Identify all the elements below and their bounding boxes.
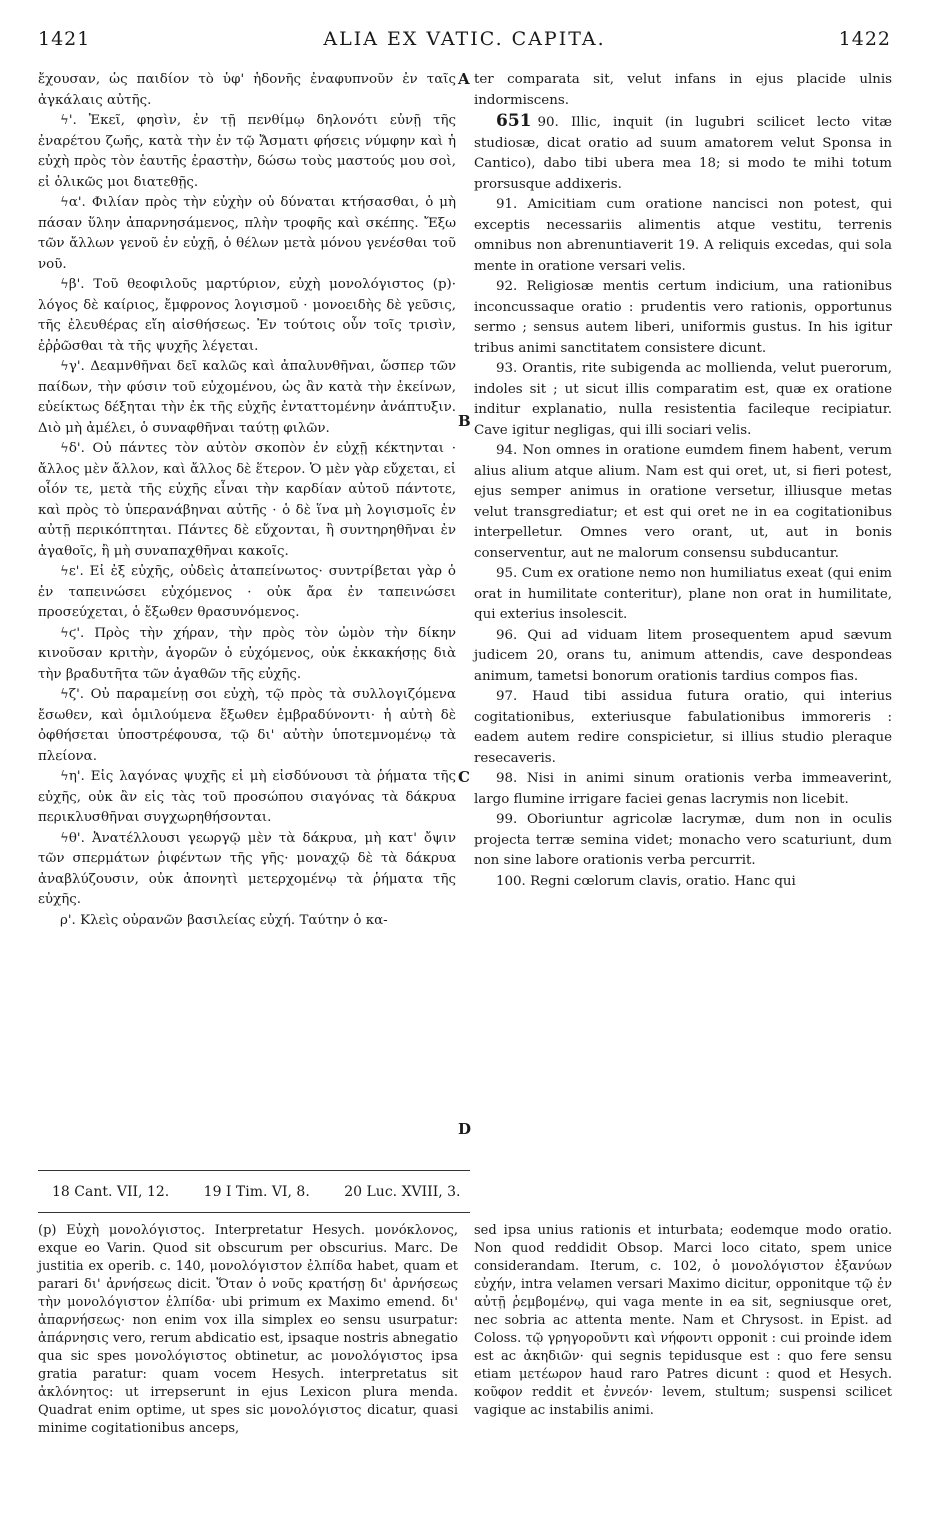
column-number: 651 [496, 111, 532, 131]
latin-paragraph: ter comparata sit, velut infans in ejus placide ulnis indormiscens. [474, 72, 892, 108]
latin-paragraph: 98. Nisi in animi sinum orationis verba immeaverint, largo flumine irrigare faciei genas lacrymis non licebit. [474, 771, 892, 807]
latin-paragraph [474, 111, 892, 195]
editorial-note-left: (p) Εὐχὴ μονολόγιστος. Interpretatur Hesych. μονόκλονος, exque eo Varin. Quod sit obscurum per obscurius. Marc. De justitia ex operib. c. 140, μονολόγιστον ἐλπίδα habet, quam et parari δι' ἀρνήσεως dicit. Ὅταν ὁ νοῦς κρατήσῃ δι' ἀρνήσεως τὴν μονολόγιστον ἐλπίδα· ubi primum ex Maximo emend. δι' ἀπαρνήσεως· non enim vox illa simplex eo sensu usurpatur: ἀπάρνησις vero, rerum abdicatio est, ipsaque nostris abnegatio qua sic spes μονολόγιστος obtinetur, ac μονολόγιστος ipsa gratia paratur: quam vocem Hesych. interpretatus sit ἀκλόνητος: ut irrepserunt in ejus Lexicon plura menda. Quadrat enim optime, ut spes sic μονολόγιστος dicatur, quasi minime cogitationibus anceps, [38, 1223, 459, 1436]
latin-paragraph: 97. Haud tibi assidua futura oratio, qui interius cogitationibus, exteriusque fabulationibus immoreris : eadem autem redire conspicietur, si illius studio pleraque resecaveris. [474, 689, 892, 766]
greek-paragraph: ϟ'. Ἐκεῖ, φησὶν, ἐν τῇ πενθίμῳ δηλονότι εὐνῇ τῆς ἐναρέτου ζωῆς, κατὰ τὴν ἐν τῷ Ἄσματι φήσεις νύμφην καὶ ἡ εὐχὴ πρὸς τὸν ἑαυτῆς ἐραστὴν, δώσω τοὺς μαστούς μου σοὶ, εἰ ὁλικῶς μοι διατεθῇς. [38, 113, 456, 190]
page-number-left: 1421 [38, 28, 91, 50]
notes-divider-rule [38, 1212, 470, 1213]
latin-paragraph: 99. Oboriuntur agricolæ lacrymæ, dum non in oculis projecta terræ semina videt; monacho vero scaturiunt, dum non sine labore orationis verba percurrit. [474, 812, 892, 868]
greek-paragraph: ϟϛ'. Πρὸς τὴν χήραν, τὴν πρὸς τὸν ὠμὸν τὴν δίκην κινοῦσαν κριτὴν, ἀγορῶν ὁ εὐχόμενος, οὐκ ἐκκακήσῃς διὰ τὴν βραδυτῆτα τῶν ἀγαθῶν τῆς εὐχῆς. [38, 625, 456, 682]
latin-paragraph: 94. Non omnes in oratione eumdem finem habent, verum alius alium atque alium. Nam est qui oret, ut, si fieri potest, ejus semper animus in oratione versetur, illiusque metas velut transgrediatur; et est qui oret ne in ea cogitationibus interpelletur. Omnes vero orant, ut, aut in bonis conserventur, aut ne malorum consensu subducantur. [474, 443, 892, 561]
margin-marker-d: D [458, 1120, 472, 1138]
greek-paragraph: ϟθ'. Ἀνατέλλουσι γεωργῷ μὲν τὰ δάκρυα, μὴ κατ' ὄψιν τῶν σπερμάτων ῥιφέντων τῆς γῆς· μοναχῷ δὲ τὰ δάκρυα ἀναβλύζουσιν, οὐκ ἀπονητὶ μετερχομένῳ τὰ ῥήματα τῆς εὐχῆς. [38, 830, 456, 907]
page-header [38, 28, 891, 56]
footnotes [52, 1184, 491, 1200]
greek-paragraph: ϟη'. Εἰς λαγόνας ψυχῆς εἰ μὴ εἰσδύνουσι τὰ ῥήματα τῆς εὐχῆς, οὐκ ἂν εἰς τὰς τοῦ προσώπου σιαγόνας τὰ δάκρυα περικλυσθῆναι συγχωρηθήσονται. [38, 769, 456, 825]
footnote: 19 I Tim. VI, 8. [203, 1184, 310, 1200]
latin-paragraph: 96. Qui ad viduam litem prosequentem apud sævum judicem 20, orans tu, animum attendis, cave despondeas animum, tametsi bonorum orationis tardius compos fias. [474, 627, 892, 684]
latin-paragraph: 92. Religiosæ mentis certum indicium, una rationibus inconcussaque oratio : prudentis vero rationis, opportunus sermo ; sensus autem liberi, uniformis gustus. In his igitur tribus animi sanctitatem consistere dicunt. [474, 279, 892, 356]
margin-marker-b: B [458, 412, 471, 430]
margin-marker-a: A [458, 70, 470, 88]
greek-paragraph: ϟα'. Φιλίαν πρὸς τὴν εὐχὴν οὐ δύναται κτήσασθαι, ὁ μὴ πάσαν ὕλην ἀπαρνησάμενος, πλὴν τροφῆς καὶ σκέπης. Ἔξω τῶν ἄλλων γενοῦ ἐν εὐχῇ, ὁ θέλων μετὰ μόνου γενέσθαι τοῦ νοῦ. [38, 195, 456, 272]
latin-paragraph: 93. Orantis, rite subigenda ac mollienda, velut puerorum, indoles sit ; ut sicut illis comparatim est, quæ ex oratione inditur explanatio, nulla resistentia facileque recipiatur. Cave igitur negligas, qui illi sociari velis. [474, 361, 892, 438]
greek-paragraph: ϟδ'. Οὐ πάντες τὸν αὐτὸν σκοπὸν ἐν εὐχῇ κέκτηνται · ἄλλος μὲν ἄλλον, καὶ ἄλλος δὲ ἕτερον. Ὁ μὲν γὰρ εὔχεται, εἰ οἷόν τε, μετὰ τῆς εὐχῆς εἶναι τὴν καρδίαν αὐτοῦ πάντοτε, καὶ πρὸς τὸ ὑπερανάβηναι αὐτῆς · ὁ δὲ ἵνα μὴ λογισμοῖς ἐν αὐτῇ περικόπτηται. Πάντες δὲ εὔχονται, ἢ συντηρηθῆναι ἐν ἀγαθοῖς, ἢ μὴ συναπαχθῆναι κακοῖς. [38, 441, 456, 559]
page-number-right: 1422 [838, 28, 891, 50]
greek-column [38, 70, 456, 931]
running-title: ALIA EX VATIC. CAPITA. [323, 28, 606, 50]
greek-paragraph: ϟβ'. Τοῦ θεοφιλοῦς μαρτύριον, εὐχὴ μονολόγιστος (p)· λόγος δὲ καίριος, ἔμφρονος λογισμοῦ · μονοειδὴς δὲ γεῦσις, τῆς ἐλευθέρας εἴη αἰσθήσεως. Ἐν τούτοις οὖν τοῖς τρισὶν, ἐῤῥῶσθαι τὰ τῆς ψυχῆς λέγεται. [38, 277, 456, 354]
latin-paragraph: 91. Amicitiam cum oratione nancisci non potest, qui exceptis necessariis alimentis atque vestitu, terrenis omnibus non abrenuntiaverit 19. A reliquis excedas, qui sola mente in oratione versari velis. [474, 197, 892, 274]
greek-paragraph: ρ'. Κλεὶς οὐρανῶν βασιλείας εὐχή. Ταύτην ὁ κα- [60, 912, 388, 928]
latin-paragraph: 95. Cum ex oratione nemo non humiliatus exeat (qui enim orat in humilitate conteritur), plane non orat in humilitate, qui exterius insolescit. [474, 566, 892, 622]
greek-paragraph: ϟζ'. Οὐ παραμείνῃ σοι εὐχὴ, τῷ πρὸς τὰ συλλογιζόμενα ἔσωθεν, καὶ ὁμιλούμενα ἔξωθεν ἐμβραδύνοντι· ἡ αὐτὴ δὲ ὀφθήσεται ὑποστρέφουσα, τῷ δι' αὐτὴν ὑποτεμνομένῳ τὰ πλείονα. [38, 687, 456, 764]
latin-paragraph: 100. Regni cœlorum clavis, oratio. Hanc qui [496, 873, 796, 889]
latin-column [474, 70, 892, 892]
greek-paragraph: ϟγ'. Δεαμνθῆναι δεῖ καλῶς καὶ ἀπαλυνθῆναι, ὥσπερ τῶν παίδων, τὴν φύσιν τοῦ εὐχομένου, ὡς ἂν κατὰ τὴν ἐκείνων, εὐείκτως δέξηται τὴν ἐκ τῆς εὐχῆς ἐνταττομένην ἀνάπτυξιν. Διὸ μὴ ἀμέλει, ὁ συναφθῆναι ταύτῃ φιλῶν. [38, 359, 456, 436]
greek-paragraph: ϟε'. Εἰ ἐξ εὐχῆς, οὐδεὶς ἀταπείνωτος· συντρίβεται γὰρ ὁ ἐν ταπεινώσει εὐχόμενος · οὐκ ἄρα ἐν ταπεινώσει προσεύχεται, ὁ ἔξωθεν θρασυνόμενος. [38, 564, 456, 620]
latin-paragraph-text: 90. Illic, inquit (in lugubri scilicet lecto vitæ studiosæ, dicat oratio ad suum amatorem velut Sponsa in Cantico), dabo tibi ubera mea 18; si modo te mihi totum prorsusque addixeris. [474, 115, 892, 192]
editorial-note-right: sed ipsa unius rationis et inturbata; eodemque modo oratio. Non quod reddidit Obsop. Marci loco citato, spem unice considerandam. Iterum, c. 102, ὁ μονολόγιστον ἐξανύων εὐχήν, intra velamen versari Maximo dicitur, opponitque τῷ ἐν αὐτῇ ῥεμβομένῳ, qui vaga mente in ea sit, segniusque oret, nec sobria ac attenta mente. Nam et Chrysost. in Epist. ad Coloss. τῷ γρηγοροῦντι καὶ νήφοντι opponit : cui proinde idem est ac ἀκηδιῶν· qui segnis tepidusque est : quo fere sensu etiam μετέωρον haud raro Patres dicunt : quod et Hesych. κοῦφον reddit et ἐννεόν· levem, stultum; suspensi scilicet vagique ac instabilis animi. [474, 1223, 892, 1418]
footnote: 18 Cant. VII, 12. [52, 1184, 170, 1200]
footnote: 20 Luc. XVIII, 3. [344, 1184, 461, 1200]
column-divider-rule [38, 1170, 470, 1171]
margin-marker-c: C [458, 768, 470, 786]
greek-paragraph: ἔχουσαν, ὡς παιδίον τὸ ὑφ' ἡδονῆς ἐναφυπνοῦν ἐν ταῖς ἀγκάλαις αὐτῆς. [38, 72, 456, 108]
